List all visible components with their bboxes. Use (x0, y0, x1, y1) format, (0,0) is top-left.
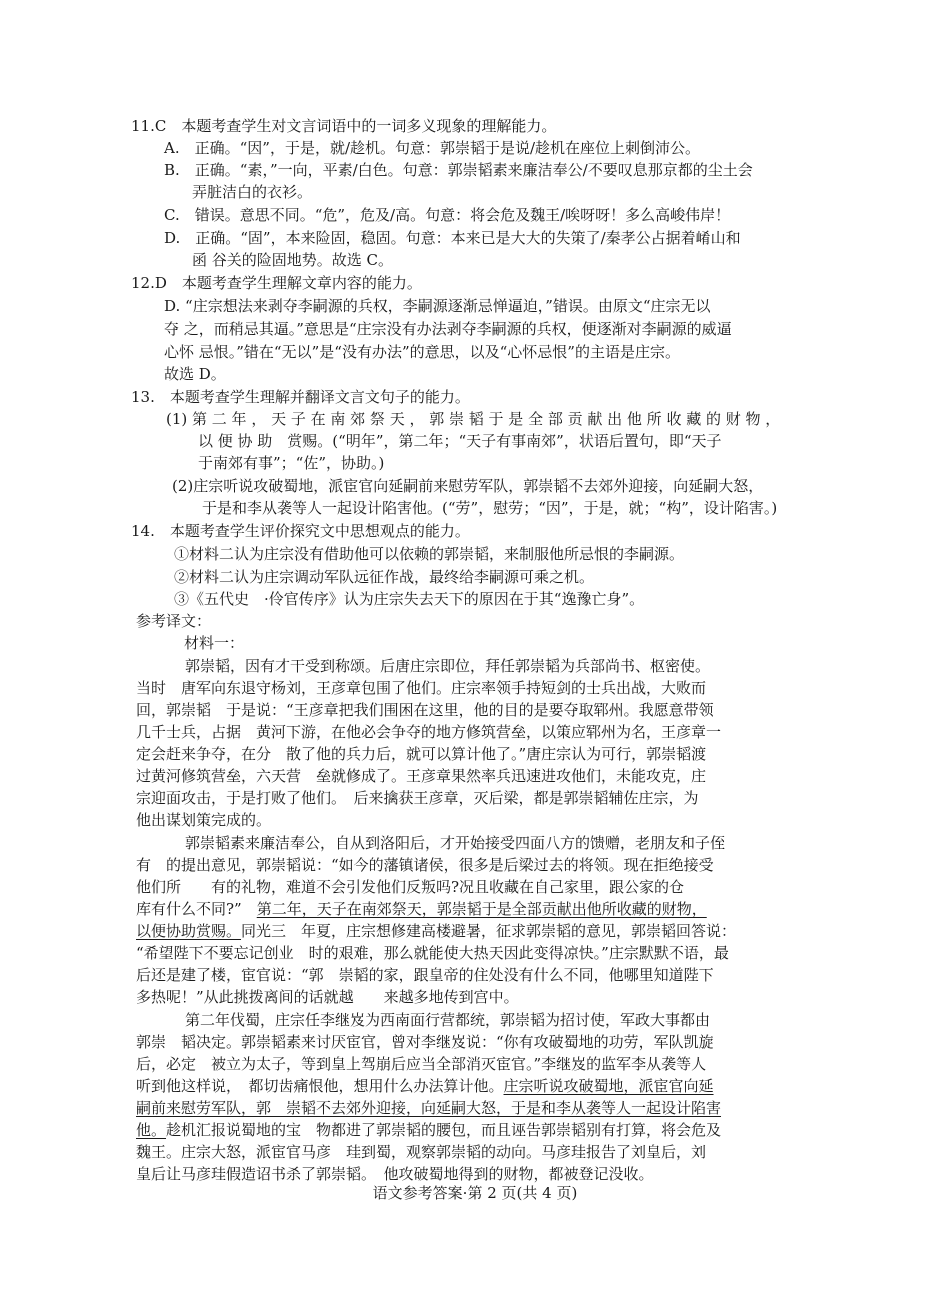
q12-line: 故选 D。 (164, 365, 226, 383)
para2-line-mixed (136, 898, 707, 921)
para2-line: 多热呢！”从此挑拨离间的话就越 来越多地传到宫中。 (136, 988, 519, 1006)
q11-option-b-cont: 弄脏洁白的衣衫。 (192, 183, 313, 201)
q11-option-d-cont: 函 谷关的险固地势。故选 C。 (192, 251, 394, 269)
para2-line: 他们所 有的礼物，难道不会引发他们反叛吗?况且收藏在自己家里，跟公家的仓 (136, 878, 685, 896)
q14-point: ③《五代史 ·伶官传序》认为庄宗失去天下的原因在于其“逸豫亡身”。 (174, 590, 645, 608)
plain-text: 趁机汇报说蜀地的宝 物都进了郭崇韬的腰包，而且诬告郭崇韬别有打算，将会危及 (166, 1121, 722, 1139)
para1-line: 郭崇韬，因有才干受到称颂。后唐庄宗即位，拜任郭崇韬为兵部尚书、枢密使。 (185, 657, 711, 675)
q12-line: D. “庄宗想法来剥夺李嗣源的兵权，李嗣源逐渐忌惮逼迫，”错误。由原文“庄宗无以 (164, 297, 711, 315)
q13-item-1-cont: 以 便 协 助 赏赐。(“明年”，第二年；“天子有事南郊”，状语后置句，即“天子 (198, 432, 722, 450)
para3-line-underlined: 嗣前来慰劳军队，郭 崇韬不去郊外迎接，向延嗣大怒，于是和李从袭等人一起设计陷害 (136, 1099, 722, 1117)
plain-text: 同光三 年夏，庄宗想修建高楼避暑，征求郭崇韬的意见，郭崇韬回答说： (241, 922, 737, 940)
para1-line: 回，郭崇韬 于是说：“王彦章把我们围困在这里，他的目的是要夺取郓州。我愿意带领 (136, 701, 714, 719)
para3-line-mixed (136, 1119, 721, 1142)
q13-item-1: (1) 第 二 年 ， 天 子 在 南 郊 祭 天 ， 郭 崇 韬 于 是 全 部 贡 献 出 他 所 收 藏 的 财 物 ， (166, 410, 781, 428)
para1-line: 定会赶来争夺，在分 散了他的兵力后，就可以算计他了。”唐庄宗认为可行，郭崇韬渡 (136, 745, 707, 763)
q12-line: 心怀 忌恨。”错在“无以”是“没有办法”的意思，以及“心怀忌恨”的主语是庄宗。 (164, 343, 680, 361)
page-footer: 语文参考答案·第 2 页(共 4 页) (372, 1184, 578, 1202)
para3-line-mixed (136, 1075, 714, 1098)
plain-text: 听到他这样说， 都切齿痛恨他，想用什么办法算计他。 (136, 1077, 504, 1095)
q13-item-2: (2)庄宗听说攻破蜀地，派宦官向延嗣前来慰劳军队，郭崇韬不去郊外迎接，向延嗣大怒， (172, 477, 764, 495)
para1-line: 当时 唐军向东退守杨刘，王彦章包围了他们。庄宗率领手持短剑的士兵出战，大败而 (136, 679, 707, 697)
underlined-text: 庄宗听说攻破蜀地，派宦官向延 (503, 1077, 714, 1095)
para2-line: “希望陛下不要忘记创业 时的艰难，那么就能使大热天因此变得凉快。”庄宗默默不语，最 (136, 944, 729, 962)
para2-line-mixed (136, 920, 736, 943)
para3-line: 郭崇 韬决定。郭崇韬素来讨厌宦官，曾对李继岌说：“你有攻破蜀地的功劳，军队凯旋 (136, 1033, 714, 1051)
para2-line: 后还是建了楼，宦官说：“郭 崇韬的家，跟皇帝的住处没有什么不同，他哪里知道陛下 (136, 966, 714, 984)
underlined-text: 他。 (136, 1121, 167, 1139)
para3-line: 后，必定 被立为太子，等到皇上驾崩后应当全部消灭宦官。”李继岌的监军李从袭等人 (136, 1055, 707, 1073)
q11-option-a: A. 正确。“因”，于是，就/趁机。句意：郭崇韬于是说/趁机在座位上刺倒沛公。 (164, 139, 701, 157)
underlined-text: 以便协助赏赐。 (136, 922, 242, 940)
para1-line: 几千士兵，占据 黄河下游，在他必会争夺的地方修筑营垒，以策应郓州为名，王彦章一 (136, 723, 722, 741)
q12-line: 夺 之，而稍忌其逼。”意思是“庄宗没有办法剥夺李嗣源的兵权，便逐渐对李嗣源的威逼 (164, 320, 732, 338)
q14-point: ②材料二认为庄宗调动军队远征作战，最终给李嗣源可乘之机。 (174, 568, 595, 586)
q13-item-1-cont: 于南郊有事”；“佐”，协助。) (198, 454, 385, 472)
para2-line: 郭崇韬素来廉洁奉公，自从到洛阳后，才开始接受四面八方的馈赠，老朋友和子侄 (185, 834, 726, 852)
para1-line: 他出谋划策完成的。 (136, 811, 272, 829)
para1-line: 宗迎面攻击，于是打败了他们。 后来擒获王彦章，灭后梁，都是郭崇韬辅佐庄宗，为 (136, 789, 699, 807)
q13-item-2-cont: 于是和李从袭等人一起设计陷害他。(“劳”，慰劳；“因”，于是，就；“构”，设计陷害。) (202, 499, 778, 517)
para2-line: 有 的提出意见，郭崇韬说：“如今的藩镇诸侯，很多是后梁过去的将领。现在拒绝接受 (136, 856, 714, 874)
translation-heading: 参考译文： (136, 612, 212, 630)
plain-text: 库有什么不同?” (136, 900, 257, 918)
q12-heading: 12.D 本题考查学生理解文章内容的能力。 (131, 274, 422, 292)
q13-heading: 13. 本题考查学生理解并翻译文言文句子的能力。 (131, 388, 470, 406)
para3-line: 皇后让马彦珪假造诏书杀了郭崇韬。 他攻破蜀地得到的财物，都被登记没收。 (136, 1165, 654, 1183)
q14-heading: 14. 本题考查学生评价探究文中思想观点的能力。 (131, 522, 470, 540)
material-label: 材料一： (184, 634, 245, 652)
q11-option-b: B. 正确。“素，”一向，平素/白色。句意：郭崇韬素来廉洁奉公/不要叹息那京都的尘土会 (164, 161, 753, 179)
q11-heading: 11.C 本题考查学生对文言词语中的一词多义现象的理解能力。 (131, 117, 557, 135)
underlined-text: 第二年，天子在南郊祭天，郭崇韬于是全部贡献出他所收藏的财物， (256, 900, 707, 918)
para1-line: 过黄河修筑营垒，六天营 垒就修成了。王彦章果然率兵迅速进攻他们，未能攻克，庄 (136, 767, 707, 785)
q11-option-d: D. 正确。“固”，本来险固，稳固。句意：本来已是大大的失策了/秦孝公占据着崤山和 (164, 229, 741, 247)
para3-line: 第二年伐蜀，庄宗任李继岌为西南面行营都统，郭崇韬为招讨使，军政大事都由 (185, 1011, 711, 1029)
q14-point: ①材料二认为庄宗没有借助他可以依赖的郭崇韬，来制服他所忌恨的李嗣源。 (174, 545, 685, 563)
para3-line: 魏王。庄宗大怒，派宦官马彦 珪到蜀，观察郭崇韬的动向。马彦珪报告了刘皇后，刘 (136, 1143, 707, 1161)
q11-option-c: C. 错误。意思不同。“危”，危及/高。句意：将会危及魏王/唉呀呀！多么高峻伟岸！ (164, 206, 731, 224)
